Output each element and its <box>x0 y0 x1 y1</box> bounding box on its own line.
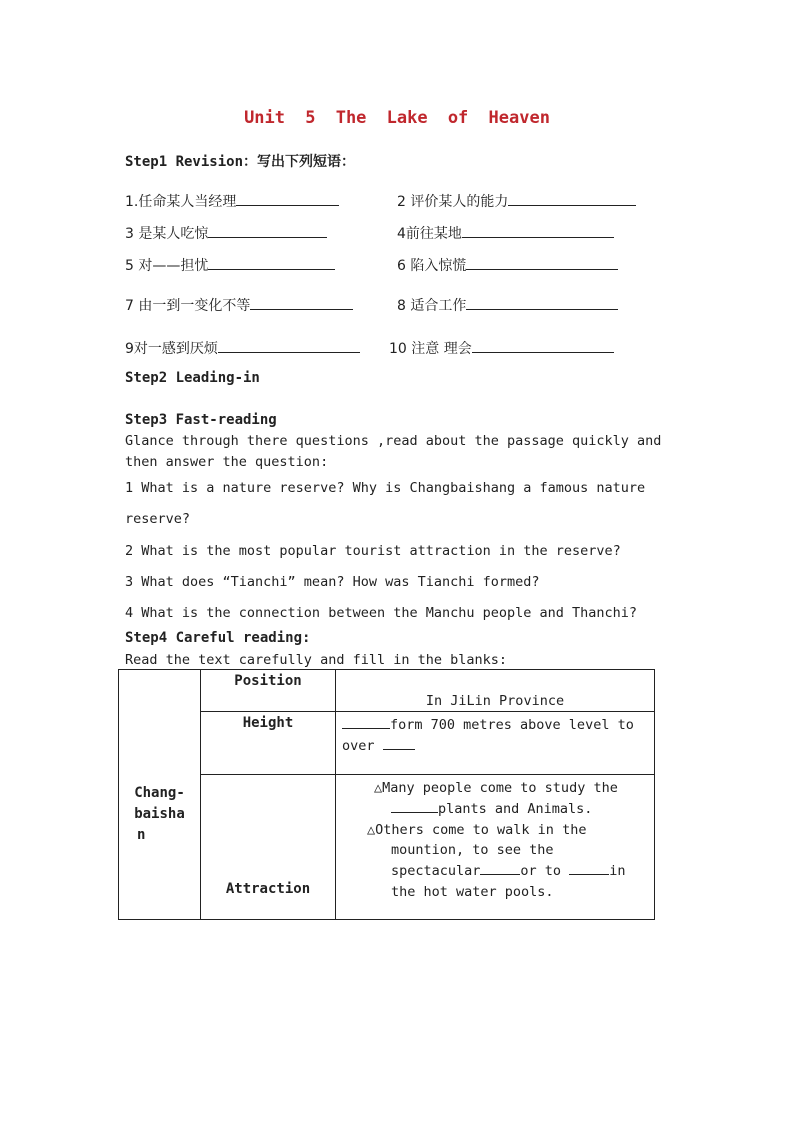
attraction-text: spectacular <box>391 863 481 880</box>
attraction-label: Attraction <box>225 881 311 897</box>
phrase-item-6 <box>397 255 618 275</box>
attraction-text: or to <box>520 863 562 880</box>
answer-blank[interactable] <box>208 255 335 270</box>
attraction-value-cell <box>336 775 655 920</box>
attraction-line <box>336 799 654 820</box>
answer-blank[interactable] <box>236 191 339 206</box>
attraction-line: △Many people come to study the <box>374 780 618 796</box>
position-label-cell <box>201 670 336 712</box>
height-label-cell <box>201 712 336 775</box>
phrase-item-2 <box>397 191 636 211</box>
attraction-label-cell <box>201 775 336 920</box>
phrase-item-8 <box>397 295 618 315</box>
height-value-cell <box>336 712 655 775</box>
height-text: over <box>342 738 375 754</box>
row-label-cell <box>119 670 201 920</box>
phrase-text: 2 评价某人的能力 <box>397 194 509 210</box>
answer-blank[interactable] <box>208 223 327 238</box>
position-label: Position <box>234 673 302 689</box>
attraction-line: mountion, to see the <box>391 842 554 859</box>
answer-blank[interactable] <box>462 223 614 238</box>
phrase-text: 1.任命某人当经理 <box>125 194 237 210</box>
question-3: 3 What does “Tianchi” mean? How was Tianchi formed? <box>125 574 540 590</box>
phrase-item-3 <box>125 223 327 243</box>
position-value: In JiLin Province <box>425 693 565 709</box>
phrase-item-4 <box>397 223 614 243</box>
step3-intro-line2: then answer the question: <box>125 454 329 470</box>
phrase-item-10 <box>389 338 614 358</box>
attraction-text: plants and Animals. <box>438 800 593 817</box>
attraction-line <box>336 861 654 882</box>
position-value-cell <box>336 670 655 712</box>
attraction-line: △Others come to walk in the <box>367 821 587 838</box>
step3-intro-line1: Glance through there questions ,read about the passage quickly and <box>125 433 662 449</box>
phrase-text: 5 对——担忧 <box>125 258 209 274</box>
phrase-text: 8 适合工作 <box>397 298 467 314</box>
phrase-text: 3 是某人吃惊 <box>125 226 209 242</box>
question-1-line2: reserve? <box>125 511 191 527</box>
answer-blank[interactable] <box>218 338 360 353</box>
height-line-1 <box>342 715 654 736</box>
answer-blank[interactable] <box>383 736 415 750</box>
answer-blank[interactable] <box>569 861 609 875</box>
answer-blank[interactable] <box>480 861 520 875</box>
phrase-item-7 <box>125 295 353 315</box>
phrase-item-9 <box>125 338 360 358</box>
phrase-text: 9对一感到厌烦 <box>125 341 218 357</box>
question-4: 4 What is the connection between the Manchu people and Thanchi? <box>125 605 638 621</box>
phrase-text: 6 陷入惊慌 <box>397 258 467 274</box>
page-title: Unit 5 The Lake of Heaven <box>244 108 550 128</box>
height-line-2 <box>342 736 654 757</box>
phrase-text: 4前往某地 <box>397 226 462 242</box>
question-1-line1: 1 What is a nature reserve? Why is Changbaishang a famous nature <box>125 480 646 496</box>
step1-heading: Step1 Revision：写出下列短语： <box>125 154 356 170</box>
phrase-text: 7 由一到一变化不等 <box>125 298 251 314</box>
answer-blank[interactable] <box>466 295 618 310</box>
phrase-item-1 <box>125 191 339 211</box>
step4-intro: Read the text carefully and fill in the blanks: <box>125 652 508 668</box>
attraction-line: the hot water pools. <box>391 883 554 900</box>
step4-heading: Step4 Careful reading: <box>125 630 311 646</box>
answer-blank[interactable] <box>342 715 390 729</box>
question-2: 2 What is the most popular tourist attraction in the reserve? <box>125 543 621 559</box>
row-label-line: baisha <box>134 806 185 822</box>
phrase-item-5 <box>125 255 335 275</box>
answer-blank[interactable] <box>466 255 618 270</box>
step3-heading: Step3 Fast-reading <box>125 412 277 428</box>
row-label-line: Chang- <box>134 785 185 801</box>
answer-blank[interactable] <box>391 799 438 813</box>
row-label-line: n <box>137 827 146 843</box>
height-label: Height <box>242 715 294 731</box>
answer-blank[interactable] <box>508 191 636 206</box>
answer-blank[interactable] <box>472 338 614 353</box>
attraction-text: in <box>609 863 626 880</box>
careful-reading-table <box>118 669 655 920</box>
height-text: form 700 metres above level to <box>390 717 634 733</box>
step2-heading: Step2 Leading-in <box>125 370 260 386</box>
phrase-text: 10 注意 理会 <box>389 341 472 357</box>
answer-blank[interactable] <box>250 295 353 310</box>
